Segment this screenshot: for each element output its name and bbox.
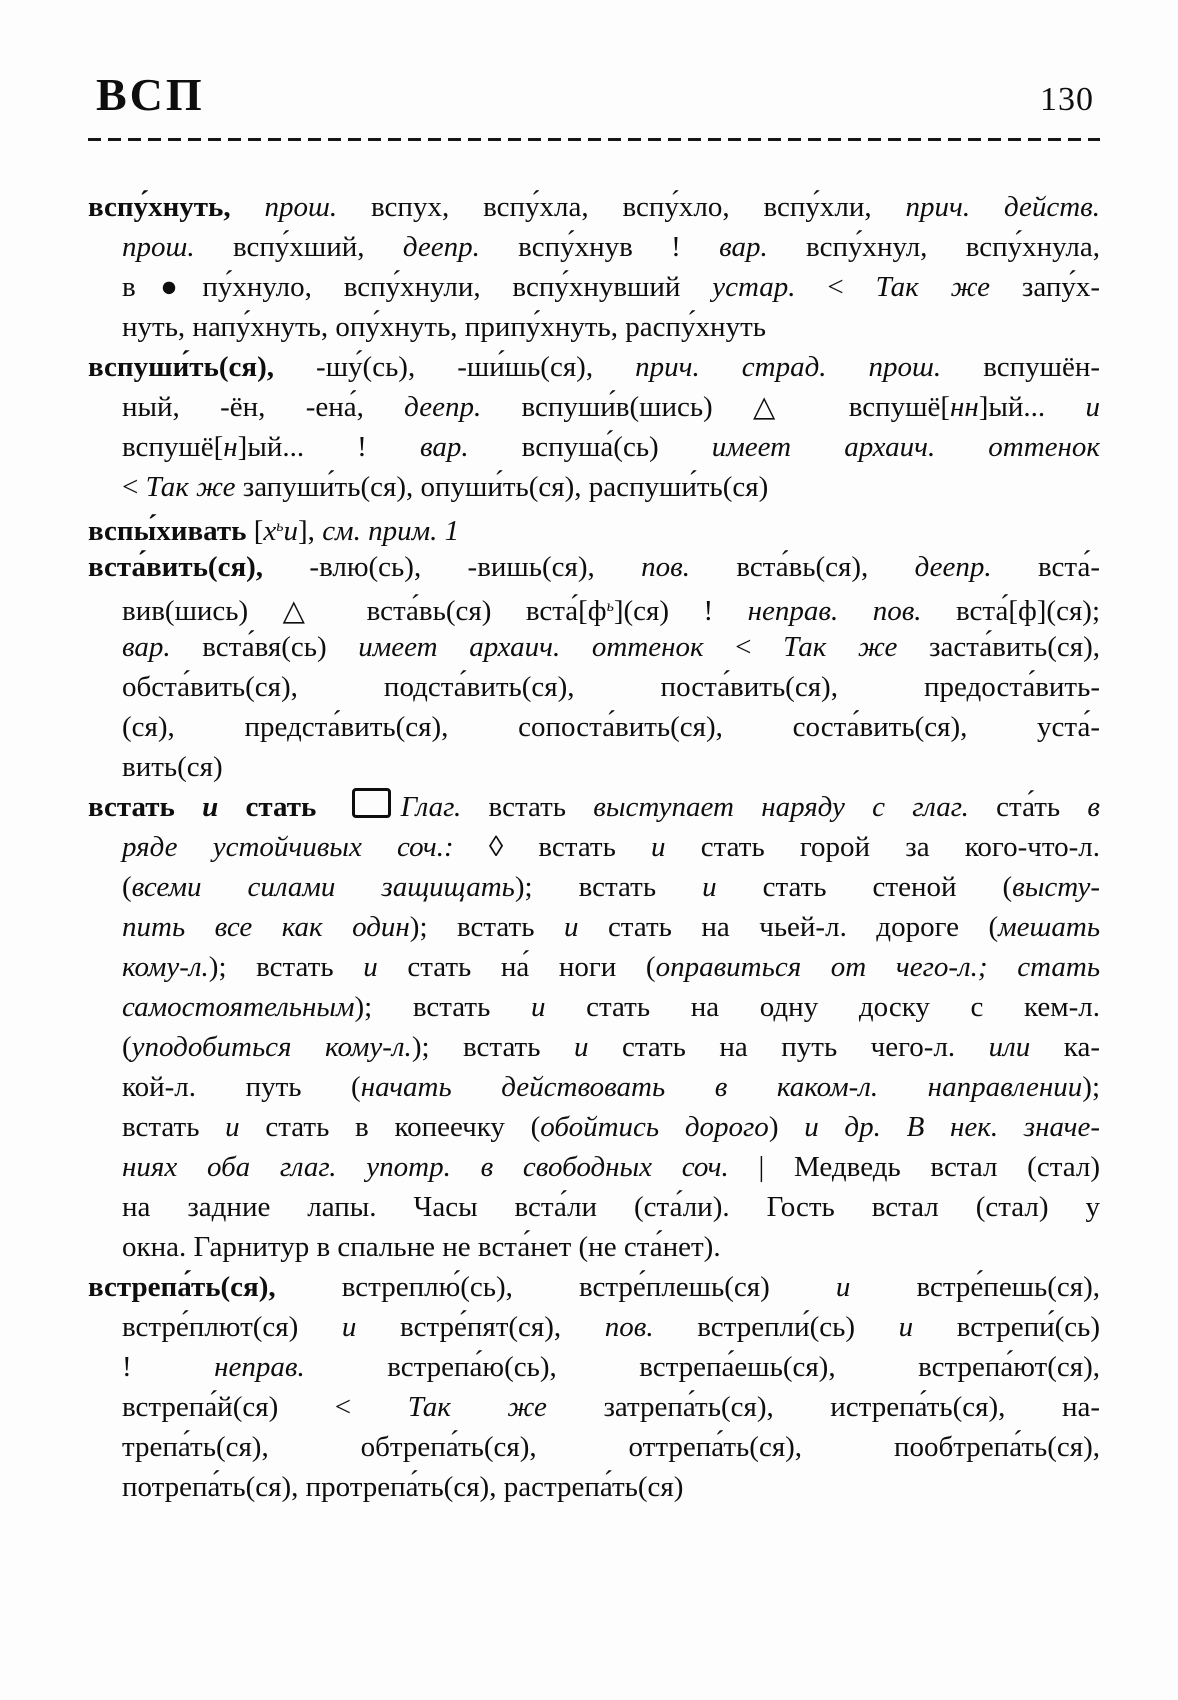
text-segment: мешать	[998, 911, 1100, 943]
text-segment: и	[898, 1311, 957, 1343]
text-segment: пов.	[641, 551, 737, 583]
text-segment: (	[122, 1031, 132, 1063]
guide-word: ВСП	[96, 69, 205, 120]
text-segment: деепр.	[914, 551, 1039, 583]
text-segment: и	[202, 791, 219, 823]
entry-line	[88, 507, 1100, 547]
dictionary-entry-vspykhivat	[88, 507, 1100, 547]
text-segment: ь	[606, 598, 614, 615]
text-segment: <	[735, 631, 784, 663]
entry-line	[88, 787, 1100, 827]
text-segment: вар.	[719, 231, 807, 263]
running-header	[88, 70, 1100, 125]
text-segment: -влю(сь), -вишь(ся),	[309, 551, 642, 583]
text-segment: встрепли́(сь)	[697, 1311, 899, 1343]
text-segment: и	[341, 1311, 401, 1343]
text-segment: пов.	[604, 1311, 698, 1343]
text-segment: вспушён-	[983, 351, 1100, 383]
text-segment: вста́вить(ся),	[88, 551, 310, 583]
text-segment: затрепа́ть(ся), истрепа́ть(ся), на-	[603, 1391, 1100, 1423]
entry-line	[88, 1347, 1100, 1387]
text-segment: вспушё[	[122, 431, 224, 463]
text-segment: -шу́(сь), -ши́шь(ся),	[316, 351, 636, 383]
text-segment: н	[223, 431, 238, 463]
text-segment: неправ. пов.	[747, 595, 957, 627]
text-segment: устар.	[712, 271, 828, 303]
text-segment: стать в копеечку (	[265, 1111, 541, 1143]
entry-line	[88, 867, 1100, 907]
text-segment: вста́-	[1038, 551, 1100, 583]
page-number: 130	[1040, 81, 1094, 118]
text-segment: и	[530, 991, 587, 1023]
text-segment: [	[253, 515, 264, 547]
text-segment: | Медведь встал (стал)	[758, 1151, 1100, 1183]
entry-line	[88, 347, 1100, 387]
text-segment: ); встать	[409, 911, 564, 943]
text-segment: прич. действ.	[905, 191, 1100, 223]
text-segment: стать на одну доску с кем-л.	[586, 991, 1100, 1023]
text-segment: кой-л. путь (	[122, 1071, 361, 1103]
text-segment: <	[122, 471, 146, 503]
entry-line	[88, 947, 1100, 987]
text-segment: уподобиться кому-л.	[131, 1031, 412, 1063]
text-segment: всеми силами защищать	[131, 871, 515, 903]
text-segment: стать на путь чего-л.	[621, 1031, 989, 1063]
text-segment: самостоятельным	[122, 991, 355, 1023]
text-segment: ста́ть	[996, 791, 1088, 823]
text-segment: и	[573, 1031, 622, 1063]
text-segment: Глаг.	[400, 791, 489, 823]
text-segment: прош.	[122, 231, 233, 263]
text-segment: выступает наряду с глаг.	[593, 791, 997, 823]
entry-line	[88, 1187, 1100, 1227]
entry-line	[88, 827, 1100, 867]
entry-line	[88, 1267, 1100, 1307]
text-segment: ный, -ён, -ена́,	[122, 391, 405, 423]
text-segment: ); встать	[208, 951, 364, 983]
text-segment: запуши́ть(ся), опуши́ть(ся), распуши́ть(ся)	[242, 471, 769, 503]
dictionary-entry-vspushit	[88, 347, 1100, 507]
text-segment: <	[827, 271, 876, 303]
text-segment: см. прим. 1	[322, 515, 460, 547]
text-segment: нн	[949, 391, 979, 423]
text-segment: ниях оба глаг. употр. в свободных соч.	[122, 1151, 759, 1183]
text-segment: (	[122, 871, 132, 903]
entry-line	[88, 987, 1100, 1027]
text-segment: встре́плют(ся)	[122, 1311, 342, 1343]
text-segment: вар.	[419, 431, 522, 463]
entry-line	[88, 307, 1100, 347]
text-segment: стать на́ ноги (	[407, 951, 656, 983]
text-segment: ],	[298, 515, 323, 547]
entries	[88, 187, 1100, 1507]
entry-line	[88, 387, 1100, 427]
text-segment: ); встать	[354, 991, 531, 1023]
text-segment: ](ся) !	[613, 595, 748, 627]
text-segment: встреплю́(сь), встре́плешь(ся)	[341, 1271, 836, 1303]
text-segment: встрепа́й(ся) <	[122, 1391, 408, 1423]
dictionary-entry-vstrepat	[88, 1267, 1100, 1507]
text-segment: начать действовать в каком-л. направлении	[360, 1071, 1083, 1103]
text-segment: кому-л.	[122, 951, 209, 983]
entry-line	[88, 707, 1100, 747]
text-segment: ряде устойчивых соч.:	[122, 831, 489, 863]
text-segment: и	[702, 871, 763, 903]
text-segment: и	[563, 911, 608, 943]
entry-line	[88, 547, 1100, 587]
entry-line	[88, 427, 1100, 467]
text-segment: х	[263, 515, 277, 547]
entry-line	[88, 587, 1100, 627]
text-segment: вспу́хнув !	[518, 231, 720, 263]
text-segment: встать	[488, 791, 594, 823]
text-segment: встать	[88, 791, 203, 823]
entry-line	[88, 1427, 1100, 1467]
text-segment: ь	[276, 518, 284, 535]
text-segment: неправ.	[214, 1351, 388, 1383]
dictionary-entry-vstat-i-stat	[88, 787, 1100, 1267]
entry-line	[88, 747, 1100, 787]
text-segment: высту-	[1012, 871, 1100, 903]
header-dashed-rule	[88, 138, 1100, 141]
text-segment: на задние лапы. Часы вста́ли (ста́ли). Гость встал (стал) у	[122, 1191, 1100, 1223]
text-segment: встрепа́ю(сь), встрепа́ешь(ся), встрепа́ют(ся),	[387, 1351, 1100, 1383]
entry-line	[88, 1227, 1100, 1267]
text-segment: Так же	[783, 631, 930, 663]
text-segment: и	[283, 515, 299, 547]
dictionary-entry-vspukhnut	[88, 187, 1100, 347]
text-segment: стать горой за кого-что-л.	[700, 831, 1100, 863]
entry-line	[88, 667, 1100, 707]
entry-line	[88, 627, 1100, 667]
entry-line	[88, 267, 1100, 307]
dictionary-entry-vstavit	[88, 547, 1100, 787]
text-segment: или	[988, 1031, 1064, 1063]
text-segment: вспы́хивать	[88, 515, 254, 547]
text-segment: );	[1082, 1071, 1100, 1103]
text-segment: и	[363, 951, 408, 983]
text-segment: заста́вить(ся),	[929, 631, 1100, 663]
entry-line	[88, 1147, 1100, 1187]
text-segment: стать на чьей-л. дороге (	[607, 911, 999, 943]
text-segment: потрепа́ть(ся), протрепа́ть(ся), растрепа́ть(ся)	[122, 1471, 684, 1503]
text-segment: встре́пешь(ся),	[916, 1271, 1100, 1303]
text-segment: вспу́хший,	[232, 231, 403, 263]
text-segment: вспуши́в(шись) △ вспушё[	[521, 391, 950, 423]
text-segment: ); встать	[514, 871, 703, 903]
text-segment: и др. В нек. значе-	[804, 1111, 1100, 1143]
text-segment: окна. Гарнитур в спальне не вста́нет (не ста́нет).	[122, 1231, 721, 1263]
text-segment: и	[835, 1271, 917, 1303]
text-segment: вив(шись) △ вста́вь(ся) вста́[ф	[122, 595, 607, 627]
text-segment: Так же	[407, 1391, 604, 1423]
entry-line	[88, 1027, 1100, 1067]
text-segment: вста́[ф](ся);	[956, 595, 1100, 627]
text-segment: встать	[122, 1111, 226, 1143]
text-segment: трепа́ть(ся), обтрепа́ть(ся), оттрепа́ть(ся), пообтрепа́ть(ся),	[122, 1431, 1100, 1463]
text-segment: ]ый... !	[237, 431, 420, 463]
entry-line	[88, 467, 1100, 507]
text-segment: стать	[218, 791, 344, 823]
text-segment: ); встать	[411, 1031, 574, 1063]
text-segment: и	[1085, 391, 1100, 423]
entry-line	[88, 227, 1100, 267]
text-segment: вар.	[122, 631, 203, 663]
text-segment: (ся), предста́вить(ся), сопоста́вить(ся), соста́вить(ся), уста́-	[122, 711, 1100, 743]
entry-line	[88, 1107, 1100, 1147]
text-segment: прич. страд. прош.	[635, 351, 984, 383]
text-segment: вспух, вспу́хла, вспу́хло, вспу́хли,	[371, 191, 906, 223]
text-segment: имеет архаич. оттенок	[358, 631, 736, 663]
text-segment: Так же	[875, 271, 1022, 303]
text-segment: )	[768, 1111, 805, 1143]
entry-line	[88, 187, 1100, 227]
text-segment: вить(ся)	[122, 751, 223, 783]
text-segment: обста́вить(ся), подста́вить(ся), поста́вить(ся), предоста́вить-	[122, 671, 1100, 703]
entry-line	[88, 1467, 1100, 1507]
entry-line	[88, 1307, 1100, 1347]
text-segment: и	[651, 831, 701, 863]
text-segment: вспуши́ть(ся),	[88, 351, 317, 383]
text-segment: Так же	[145, 471, 243, 503]
text-segment: ◊ встать	[488, 831, 652, 863]
text-segment: и	[225, 1111, 266, 1143]
text-segment: деепр.	[402, 231, 519, 263]
entry-line	[88, 1387, 1100, 1427]
text-segment: имеет архаич. оттенок	[711, 431, 1100, 463]
text-segment: ]ый...	[978, 391, 1086, 423]
text-segment: вспу́хнуть,	[88, 191, 265, 223]
text-segment: деепр.	[404, 391, 522, 423]
text-segment: встрепи́(сь)	[956, 1311, 1100, 1343]
text-segment: обойтись дорого	[540, 1111, 769, 1143]
text-segment: !	[122, 1351, 215, 1383]
text-segment: в●пу́хнуло, вспу́хнули, вспу́хнувший	[122, 271, 713, 303]
text-segment: стать стеной (	[762, 871, 1013, 903]
text-segment: прош.	[264, 191, 372, 223]
text-segment: вспу́хнул, вспу́хнула,	[806, 231, 1100, 263]
text-segment: запу́х-	[1021, 271, 1100, 303]
square-symbol-icon	[352, 788, 391, 818]
text-segment: ка-	[1063, 1031, 1100, 1063]
text-segment: оправиться от чего-л.; стать	[655, 951, 1100, 983]
entry-line	[88, 1067, 1100, 1107]
entry-line	[88, 907, 1100, 947]
text-segment: в	[1087, 791, 1100, 823]
text-segment: вспуша́(сь)	[521, 431, 712, 463]
text-segment: встрепа́ть(ся),	[88, 1271, 342, 1303]
text-segment: вста́вь(ся),	[736, 551, 915, 583]
text-segment: нуть, напу́хнуть, опу́хнуть, припу́хнуть, распу́хнуть	[122, 311, 766, 343]
text-segment: пить все как один	[122, 911, 410, 943]
text-segment: вста́вя(сь)	[202, 631, 359, 663]
text-segment: встре́пят(ся),	[400, 1311, 605, 1343]
